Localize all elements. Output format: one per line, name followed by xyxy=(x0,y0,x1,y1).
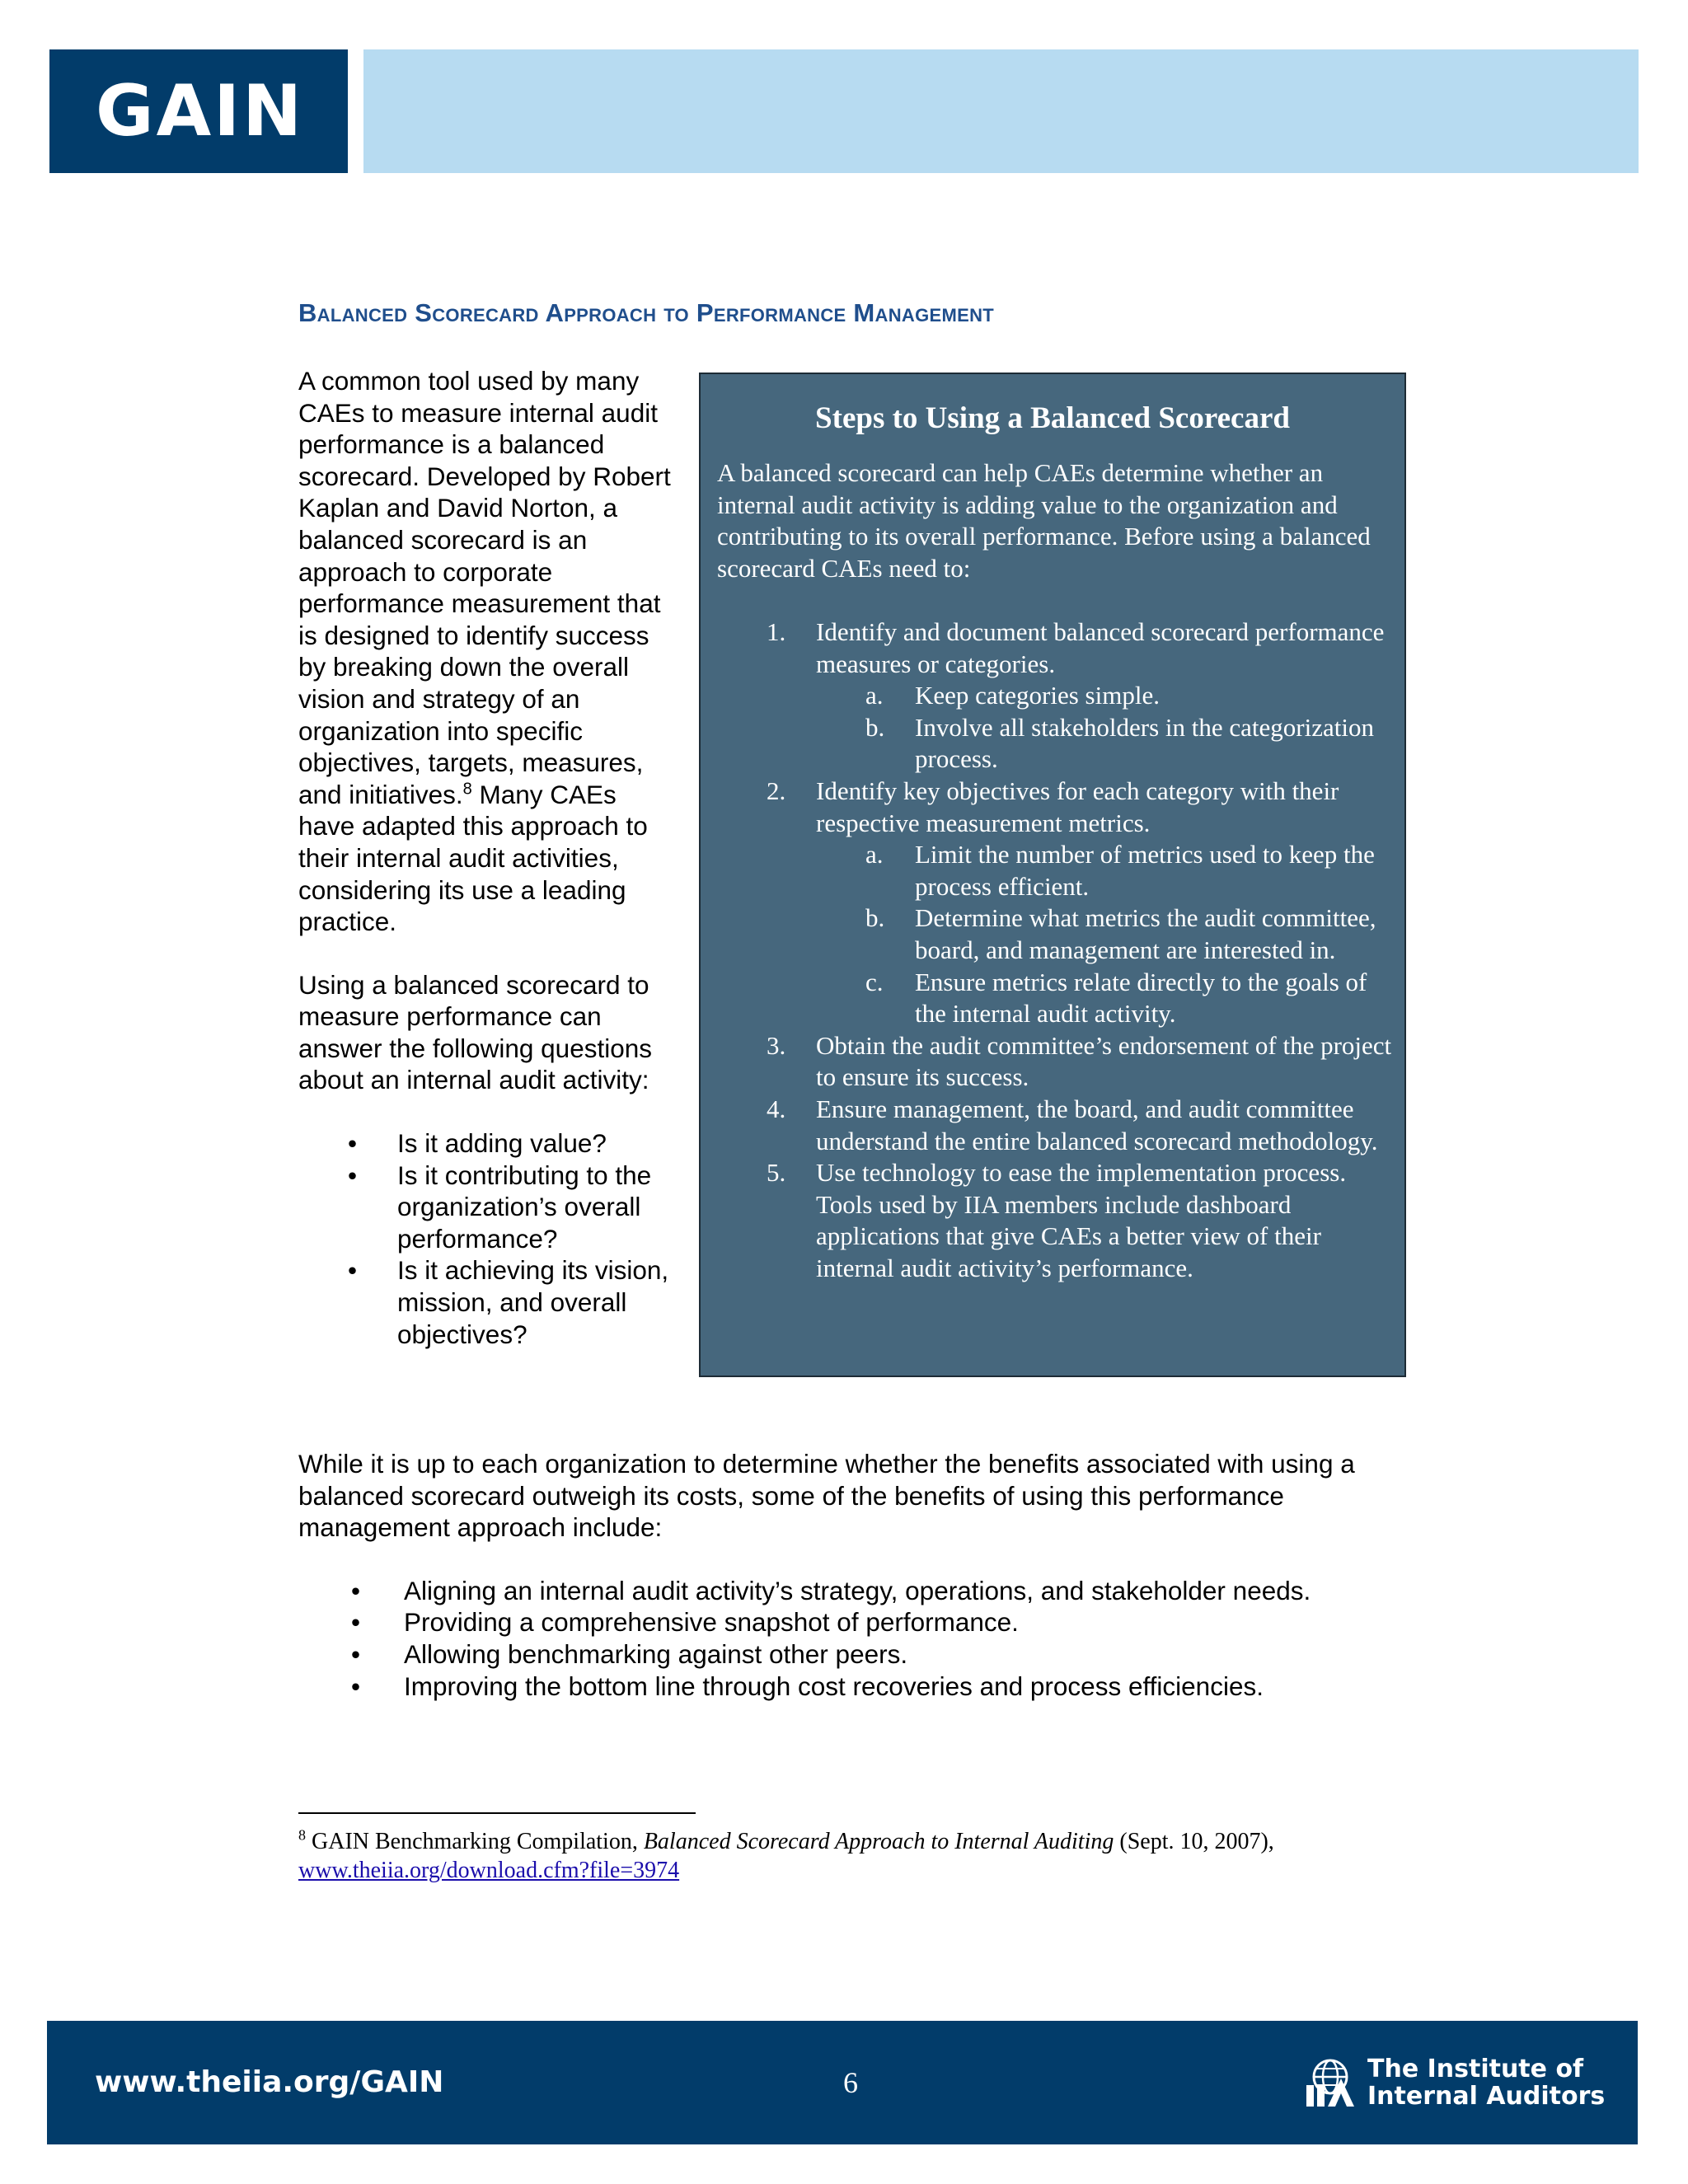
step-item xyxy=(717,776,1398,1030)
bullet-icon: • xyxy=(348,1160,358,1190)
benefits-intro: While it is up to each organization to determine whether the benefits associated with using a balanced scorecard outweigh its costs, some of the benefits of using this performance management approach include: xyxy=(298,1449,1355,1543)
list-item: • Is it achieving its vision, mission, and overall objectives? xyxy=(348,1255,669,1349)
footnote-divider xyxy=(298,1812,696,1814)
questions-intro: Using a balanced scorecard to measure performance can answer the following questions about an internal audit activity: xyxy=(298,969,653,1095)
bullet-icon: • xyxy=(348,1128,358,1159)
questions-list xyxy=(298,1127,673,1350)
benefits-section xyxy=(298,1448,1411,1702)
list-item: • Aligning an internal audit activity’s strategy, operations, and stakeholder needs. xyxy=(351,1575,1311,1605)
list-item: • Is it adding value? xyxy=(348,1128,607,1159)
step-number: 4. xyxy=(767,1094,786,1123)
step-number: 5. xyxy=(767,1158,786,1188)
substep-item xyxy=(816,680,1398,712)
bullet-icon: • xyxy=(351,1671,361,1701)
substeps-list xyxy=(816,839,1398,1030)
footnote-link[interactable]: www.theiia.org/download.cfm?file=3974 xyxy=(298,1858,680,1883)
footnote-title: Balanced Scorecard Approach to Internal Auditing xyxy=(643,1829,1114,1854)
substep-letter: a. xyxy=(865,681,884,710)
step-item xyxy=(717,1157,1398,1284)
footer-bar xyxy=(47,2021,1638,2144)
list-item: • Providing a comprehensive snapshot of performance. xyxy=(351,1607,1019,1638)
substep-text: Keep categories simple. xyxy=(915,681,1160,710)
substep-letter: a. xyxy=(865,840,884,869)
sidebar-title: Steps to Using a Balanced Scorecard xyxy=(815,401,1290,435)
list-item: • Improving the bottom line through cost recoveries and process efficiencies. xyxy=(351,1671,1264,1701)
step-text: Identify and document balanced scorecard performance measures or categories. xyxy=(816,617,1385,678)
substep-text: Involve all stakeholders in the categorization process. xyxy=(915,712,1374,774)
iia-name: The Institute of Internal Auditors xyxy=(1367,2055,1606,2111)
substeps-list xyxy=(816,680,1398,776)
bullet-icon: • xyxy=(351,1638,361,1669)
footnote: $^8$ GAIN Benchmarking Compilation, Balanced Scorecard Approach to Internal Auditing (Sept. 10, 2007), www.theiia.org/download.cfm?file=3974 xyxy=(298,1826,1274,1883)
left-column xyxy=(298,365,673,1350)
footnote-marker: 8 xyxy=(298,1826,306,1844)
footer-url[interactable]: www.theiia.org/GAIN xyxy=(95,2065,444,2099)
substep-letter: c. xyxy=(865,967,884,996)
page-number: 6 xyxy=(843,2066,858,2099)
list-item: • Is it contributing to the organization’s overall performance? xyxy=(348,1160,652,1254)
gain-logo-text: GAIN xyxy=(96,70,305,152)
substep-text: Ensure metrics relate directly to the goals of the internal audit activity. xyxy=(915,967,1367,1029)
bullet-icon: • xyxy=(351,1607,361,1638)
step-number: 2. xyxy=(767,776,786,805)
section-title: Balanced Scorecard Approach to Performance Management xyxy=(298,298,995,327)
substep-text: Determine what metrics the audit committee, board, and management are interested in. xyxy=(915,903,1376,964)
substep-letter: b. xyxy=(865,903,885,933)
substep-letter: b. xyxy=(865,712,885,742)
substep-item xyxy=(816,839,1398,902)
step-item xyxy=(717,616,1398,776)
list-item: • Allowing benchmarking against other peers. xyxy=(351,1638,908,1669)
substep-item xyxy=(816,712,1398,776)
step-text: Identify key objectives for each category with their respective measurement metrics. xyxy=(816,776,1339,837)
bullet-icon: • xyxy=(348,1255,358,1286)
substep-item xyxy=(816,902,1398,966)
bullet-icon: • xyxy=(351,1575,361,1605)
intro-paragraph: A common tool used by many CAEs to measure internal audit performance is a balanced scorecard. Developed by Robert Kaplan and David Norton, a balanced scorecard is an approach to corporate performance measurement that is designed to identify success by breaking down the overall vision and strategy of an organization into specific objectives, targets, measures, and initiatives.$^8$ Many CAEs have adapted this approach to their internal audit activities, considering its use a leading practice. xyxy=(298,366,671,937)
step-text: Use technology to ease the implementation process. Tools used by IIA members include dashboard applications that give CAEs a better view of their internal audit activity’s performance. xyxy=(816,1158,1347,1282)
sidebar-intro: A balanced scorecard can help CAEs determine whether an internal audit activity is adding value to the organization and contributing to its overall performance. Before using a balanced scorecard CAEs need to: xyxy=(717,458,1371,583)
step-text: Obtain the audit committee’s endorsement of the project to ensure its success. xyxy=(816,1030,1392,1092)
steps-sidebar xyxy=(699,373,1406,1377)
benefits-list xyxy=(298,1575,1411,1702)
header-band xyxy=(363,49,1639,173)
step-item xyxy=(717,1094,1398,1157)
substep-text: Limit the number of metrics used to keep the process efficient. xyxy=(915,840,1375,901)
substep-item xyxy=(816,967,1398,1030)
step-number: 3. xyxy=(767,1030,786,1060)
step-text: Ensure management, the board, and audit committee understand the entire balanced scorecard methodology. xyxy=(816,1094,1378,1155)
step-number: 1. xyxy=(767,617,786,646)
gain-logo xyxy=(49,49,348,173)
iia-globe-icon xyxy=(1303,2057,1357,2108)
steps-list xyxy=(717,616,1398,1284)
footnote-reference[interactable]: 8 xyxy=(462,780,472,799)
step-item xyxy=(717,1030,1398,1094)
